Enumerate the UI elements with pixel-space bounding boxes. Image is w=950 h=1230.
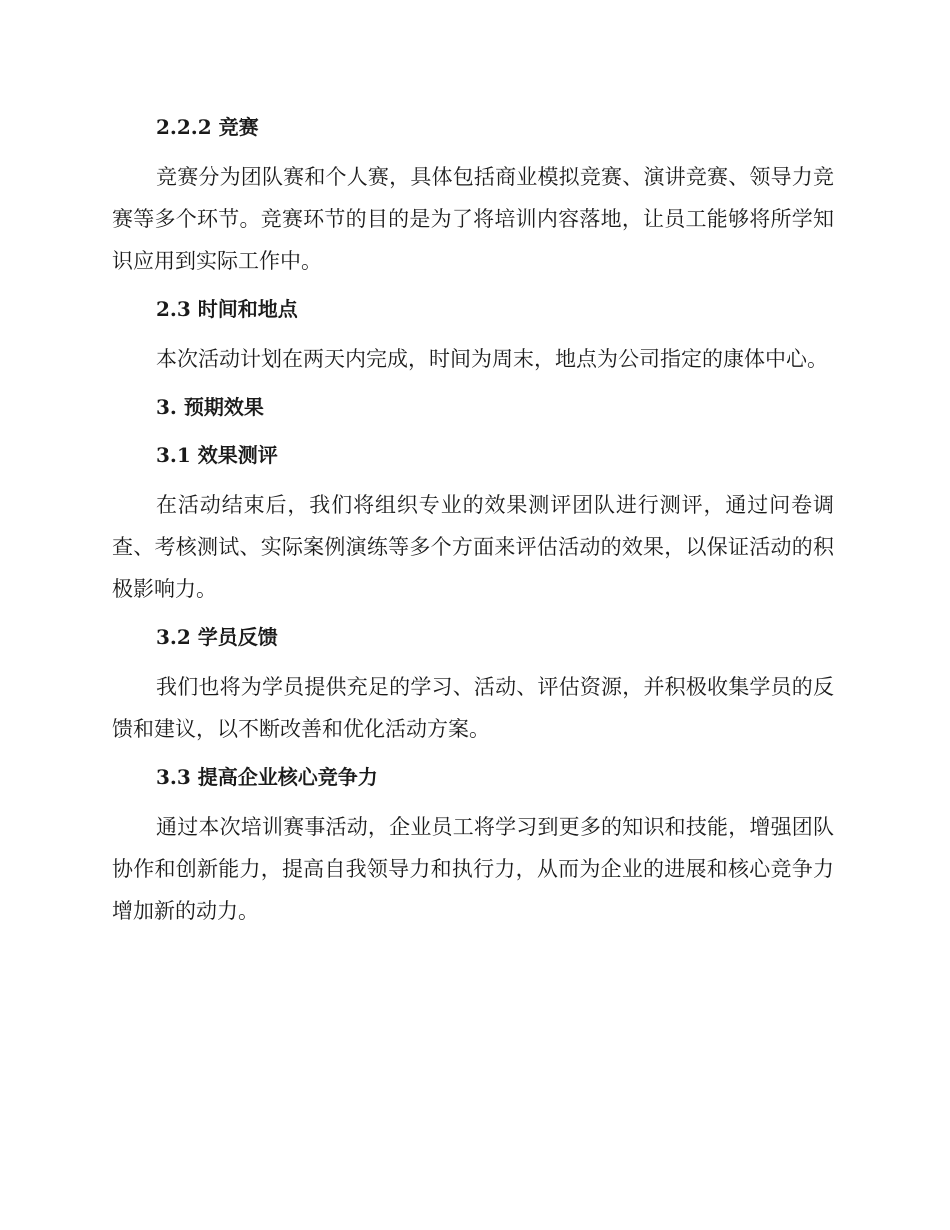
section-heading-competition: 2.2.2 竞赛 <box>156 115 259 139</box>
section-body-feedback: 我们也将为学员提供充足的学习、活动、评估资源，并积极收集学员的反馈和建议，以不断改善和优化活动方案。 <box>112 675 834 741</box>
section-heading-evaluation: 3.1 效果测评 <box>156 443 278 467</box>
document-page <box>112 108 834 940</box>
section-heading-expected-results: 3. 预期效果 <box>156 395 264 419</box>
section-body-evaluation: 在活动结束后，我们将组织专业的效果测评团队进行测评，通过问卷调查、考核测试、实际案例演练等多个方面来评估活动的效果，以保证活动的积极影响力。 <box>112 493 834 601</box>
section-heading-time-location: 2.3 时间和地点 <box>156 297 298 321</box>
section-heading-feedback: 3.2 学员反馈 <box>156 625 278 649</box>
section-body-competitiveness: 通过本次培训赛事活动，企业员工将学习到更多的知识和技能，增强团队协作和创新能力，提高自我领导力和执行力，从而为企业的进展和核心竞争力增加新的动力。 <box>112 815 834 923</box>
section-body-time-location: 本次活动计划在两天内完成，时间为周末，地点为公司指定的康体中心。 <box>156 347 828 371</box>
section-body-competition: 竞赛分为团队赛和个人赛，具体包括商业模拟竞赛、演讲竞赛、领导力竞赛等多个环节。竞赛环节的目的是为了将培训内容落地，让员工能够将所学知识应用到实际工作中。 <box>112 165 834 273</box>
section-heading-competitiveness: 3.3 提高企业核心竞争力 <box>156 765 378 789</box>
